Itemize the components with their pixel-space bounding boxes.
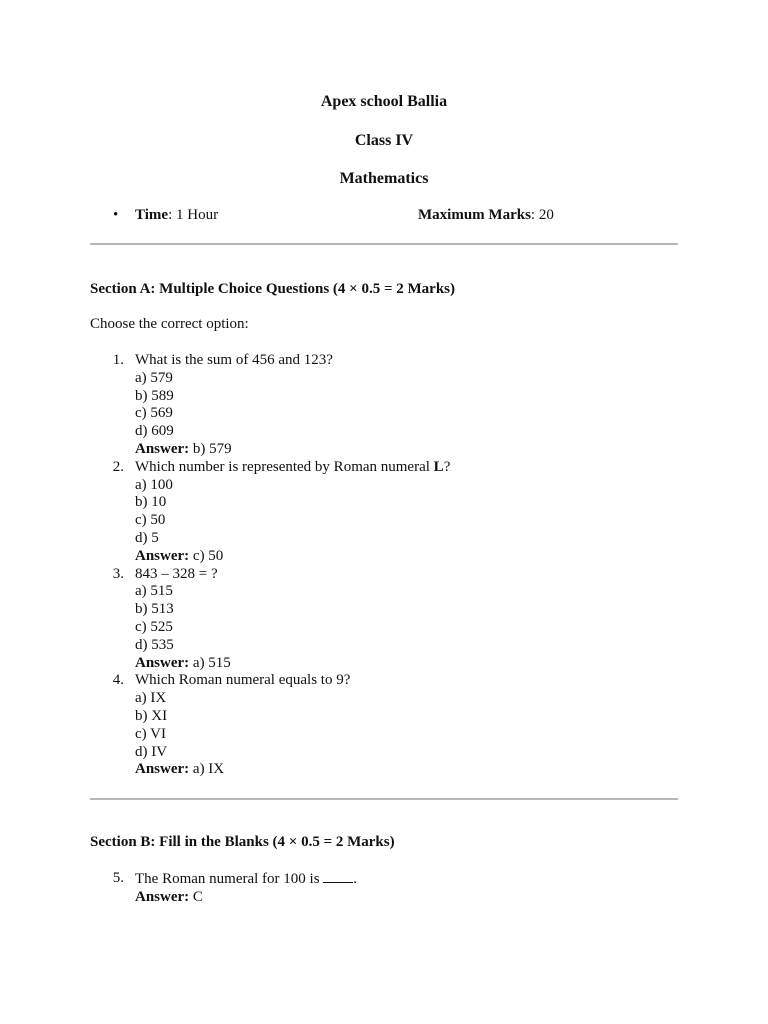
option-c: c) VI (135, 725, 166, 742)
question-text: Which Roman numeral equals to 9? (135, 672, 351, 689)
question-number: 3. (112, 565, 124, 582)
section-a-instruction: Choose the correct option: (90, 316, 249, 332)
answer: Answer: C (135, 888, 203, 905)
option-d: d) IV (135, 743, 168, 760)
marks-value: : 20 (530, 207, 554, 223)
school-name: Apex school Ballia (320, 93, 448, 110)
section-b-questions (90, 870, 678, 907)
question-number: 2. (112, 458, 124, 475)
question-text: The Roman numeral for 100 is . (135, 871, 358, 887)
option-a: a) 579 (135, 369, 173, 386)
time-info (135, 207, 218, 225)
blank-line (323, 870, 353, 883)
section-a-questions (90, 352, 678, 779)
question-item (90, 352, 678, 459)
question-number: 4. (112, 672, 124, 689)
answer: Answer: a) 515 (135, 654, 231, 671)
bullet-icon: • (113, 207, 119, 223)
divider (90, 798, 678, 800)
class-name: Class IV (354, 132, 414, 149)
answer: Answer: a) IX (135, 761, 225, 778)
answer: Answer: b) 579 (135, 440, 232, 457)
question-text: Which number is represented by Roman numeral L? (135, 458, 451, 475)
option-d: d) 5 (135, 529, 159, 546)
answer: Answer: c) 50 (135, 547, 224, 564)
option-b: b) 10 (135, 494, 167, 511)
option-c: c) 525 (135, 618, 173, 635)
option-b: b) 589 (135, 387, 174, 404)
option-a: a) 515 (135, 583, 173, 600)
question-item (90, 459, 678, 566)
subject-title: Mathematics (339, 170, 429, 187)
option-c: c) 50 (135, 512, 166, 529)
question-number: 5. (112, 870, 124, 886)
exam-meta (90, 207, 678, 225)
option-b: b) 513 (135, 601, 174, 618)
question-item (90, 870, 678, 907)
time-label: Time (135, 207, 169, 223)
divider (90, 243, 678, 245)
time-value: : 1 Hour (168, 207, 219, 223)
question-number: 1. (112, 352, 124, 368)
question-text: 843 – 328 = ? (135, 565, 218, 582)
section-a-heading: Section A: Multiple Choice Questions (4 × 0.5 = 2 Marks) (90, 281, 455, 297)
option-c: c) 569 (135, 405, 173, 422)
question-text: What is the sum of 456 and 123? (135, 352, 333, 368)
marks-info (418, 207, 554, 225)
marks-label: Maximum Marks (418, 207, 531, 223)
option-a: a) IX (135, 690, 167, 707)
option-d: d) 609 (135, 423, 174, 440)
question-item (90, 672, 678, 779)
option-b: b) XI (135, 707, 168, 724)
question-item (90, 566, 678, 673)
section-b-heading: Section B: Fill in the Blanks (4 × 0.5 = 2 Marks) (90, 834, 395, 850)
option-d: d) 535 (135, 636, 174, 653)
option-a: a) 100 (135, 476, 173, 493)
